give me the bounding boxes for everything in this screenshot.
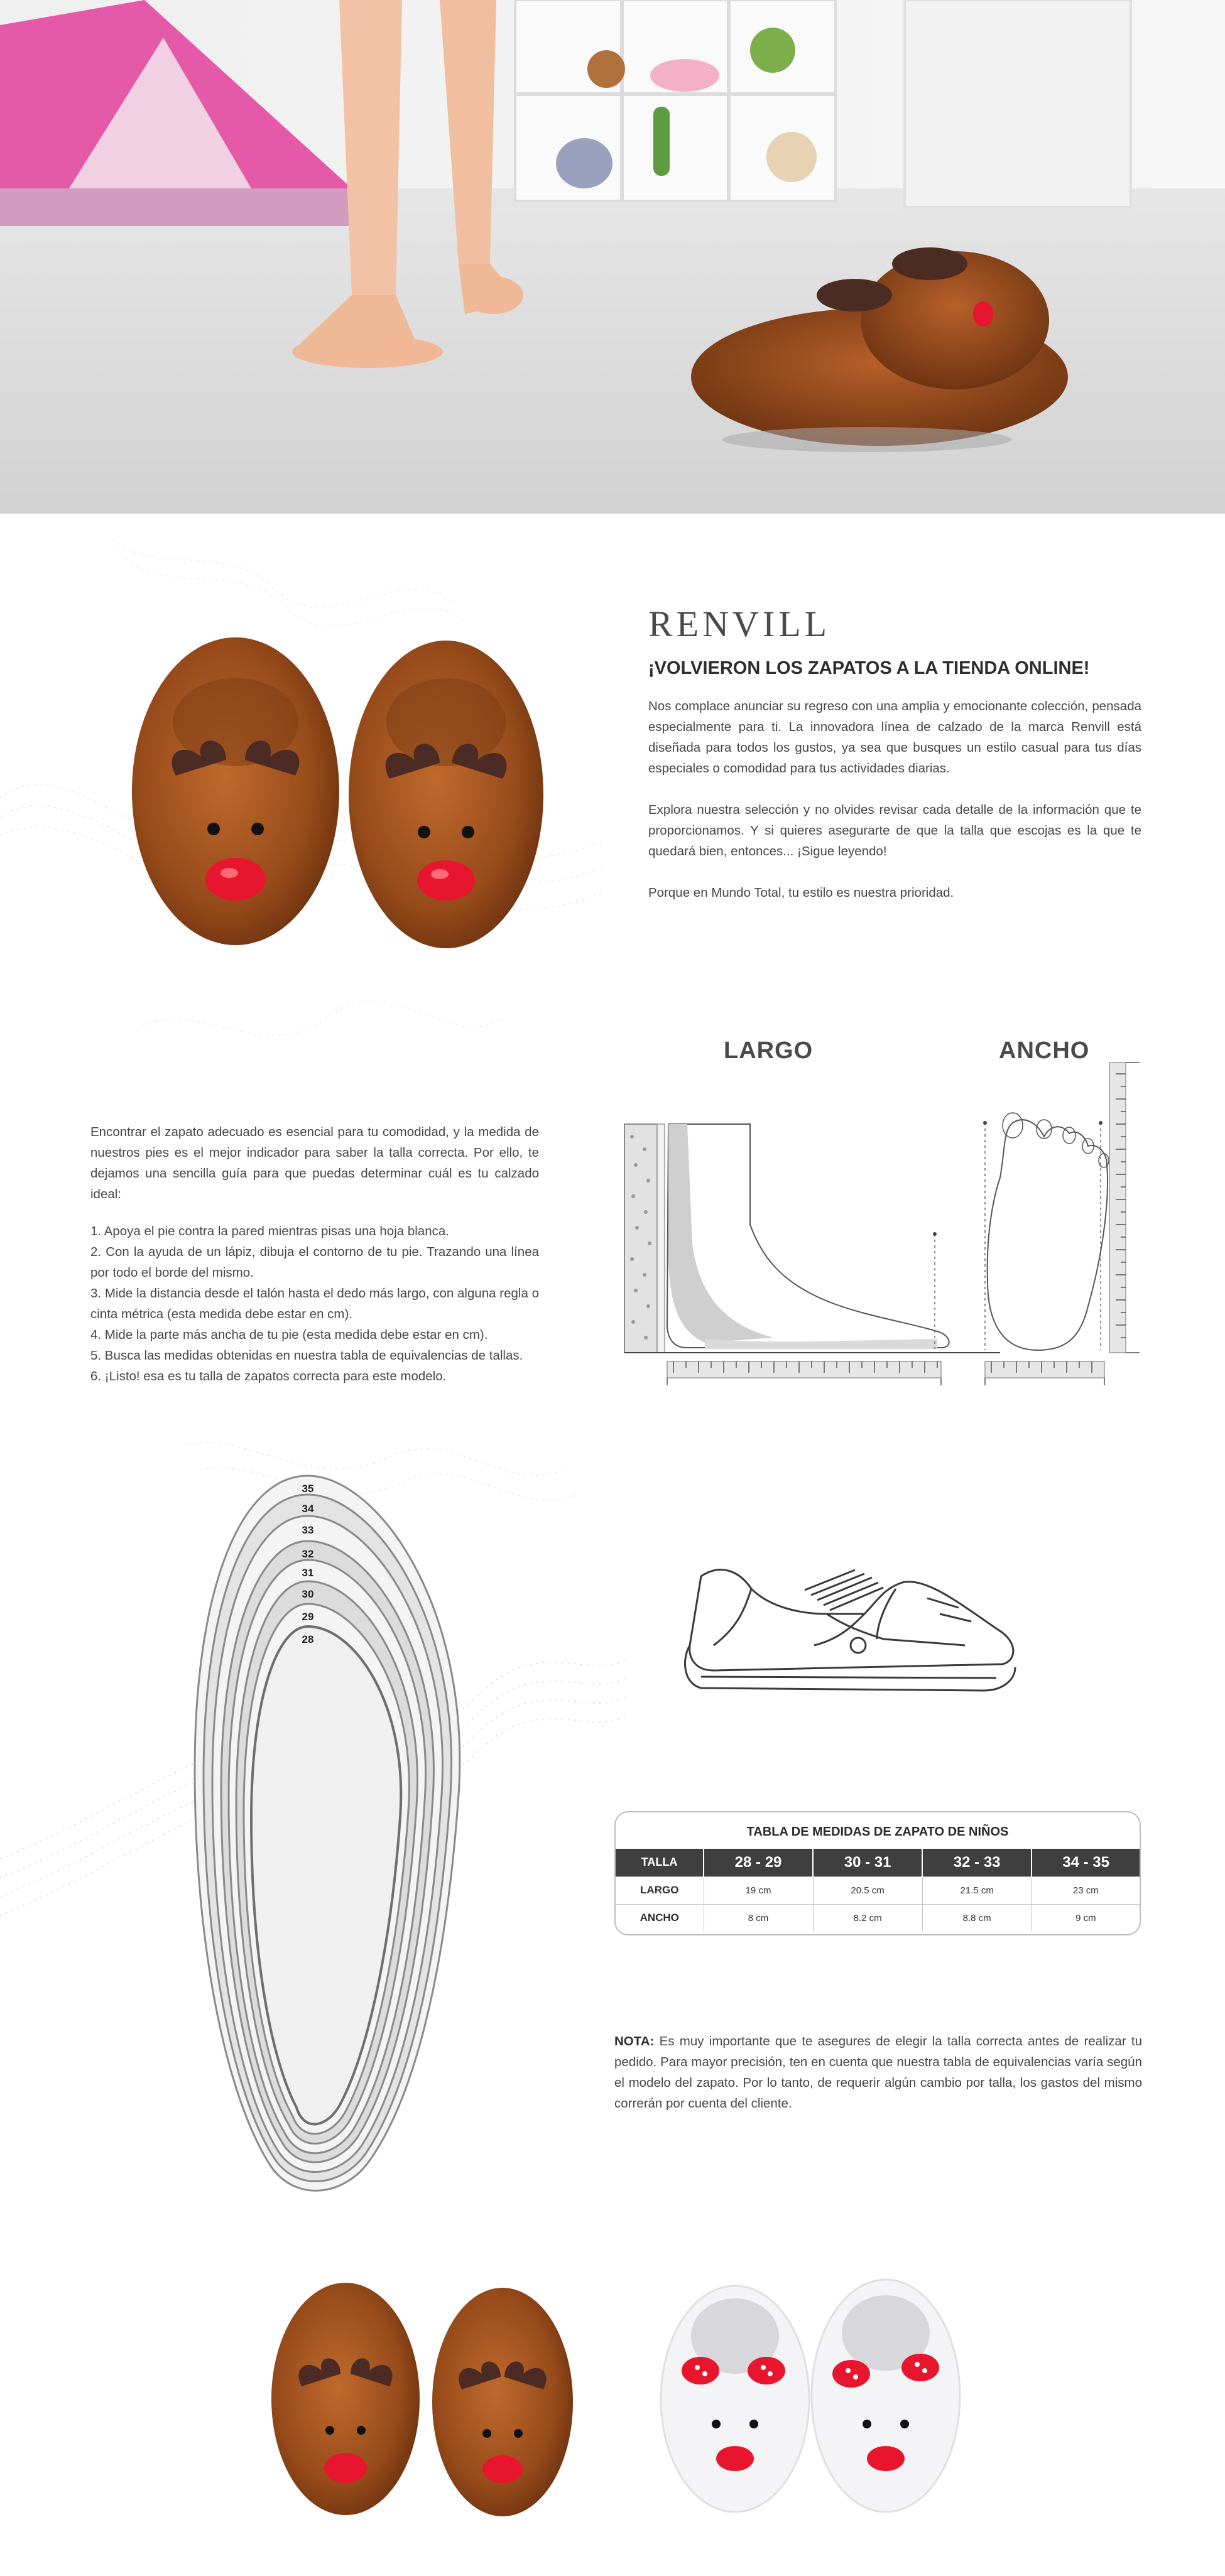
shelf-illustration (515, 0, 836, 201)
sole-size-label: 28 (302, 1633, 314, 1645)
top-foot-illustration (988, 1113, 1109, 1350)
slipper-right (349, 641, 543, 948)
reindeer-slippers-image (126, 628, 553, 955)
sole-size-label: 30 (302, 1588, 314, 1600)
unicorn-slippers-photo (647, 2267, 974, 2518)
guide-step: 2. Con la ayuda de un lápiz, dibuja el contorno de tu pie. Trazando una línea por todo el borde del mismo. (90, 1245, 539, 1280)
sole-size-label: 33 (302, 1524, 314, 1536)
length-marker-dot (933, 1232, 937, 1236)
wall-illustration (624, 1124, 665, 1353)
intro-paragraph: Porque en Mundo Total, tu estilo es nuestra prioridad. (648, 885, 954, 900)
size-table-header-label: TALLA (616, 1849, 704, 1876)
guide-step: 3. Mide la distancia desde el talón hasta el dedo más largo, con alguna regla o cinta métrica (esta medida debe estar en cm). (90, 1286, 539, 1321)
note-label: NOTA: (614, 2034, 655, 2048)
size-table-cell: 20.5 cm (813, 1876, 922, 1904)
size-table-title: TABLA DE MEDIDAS DE ZAPATO DE NIÑOS (746, 1825, 1009, 1839)
slipper-left (132, 637, 339, 945)
brand-name: RENVILL (648, 603, 831, 644)
intro-paragraph: Nos complace anunciar su regreso con una amplia y emocionante colección, pensada especialmente para ti. La innovadora línea de calzado de la marca Renvill está diseñada para todos los gustos, ya sea que busques un estilo casual para tus días especiales o comodidad para tus actividades diarias. (648, 699, 1141, 776)
size-table-header-row (616, 1849, 1140, 1876)
sole-size-label: 29 (302, 1611, 314, 1623)
table-row (616, 1904, 1140, 1932)
sole-size-label: 34 (302, 1503, 314, 1515)
sole-size-label: 32 (302, 1548, 314, 1560)
size-table-row-label: LARGO (616, 1876, 704, 1904)
size-table-card (614, 1811, 1141, 1935)
width-marker-dot (1099, 1121, 1102, 1125)
door-illustration (905, 0, 1131, 207)
guide-step: 1. Apoya el pie contra la pared mientras pisas una hoja blanca. (90, 1224, 449, 1238)
side-foot-illustration (667, 1124, 949, 1349)
table-row (616, 1876, 1140, 1904)
vertical-ruler (1109, 1063, 1140, 1353)
guide-step: 4. Mide la parte más ancha de tu pie (esta medida debe estar en cm). (90, 1328, 488, 1342)
intro-text (648, 696, 1141, 924)
size-table-cell: 23 cm (1032, 1876, 1140, 1904)
reindeer-slippers-photo (264, 2273, 591, 2518)
size-table-cell: 8.8 cm (922, 1904, 1032, 1932)
size-table-header-cell: 32 - 33 (922, 1849, 1032, 1876)
size-table-header-cell: 30 - 31 (813, 1849, 922, 1876)
length-ruler (667, 1361, 941, 1385)
size-note (614, 2031, 1142, 2114)
hero-scene (0, 0, 1225, 514)
sole-size-graphic (188, 1468, 471, 2222)
width-marker-dot (983, 1121, 987, 1125)
guide-intro: Encontrar el zapato adecuado es esencial para tu comodidad, y la medida de nuestros pies es el mejor indicador para saber la talla correcta. Por ello, te dejamos una sencilla guía para que puedas determinar cuál es tu calzado ideal: (90, 1125, 539, 1201)
width-ruler (985, 1361, 1104, 1385)
hero-photo (0, 0, 1225, 514)
intro-paragraph: Explora nuestra selección y no olvides revisar cada detalle de la información que te proporcionamos. Y si quieres asegurarte de que la talla que escojas es la que te quedará bien, entonces... ¡Sigue leyendo! (648, 803, 1141, 858)
size-table (616, 1849, 1140, 1932)
ancho-title: ANCHO (999, 1037, 1090, 1064)
sneaker-illustration (676, 1551, 1021, 1708)
note-text: Es muy importante que te asegures de elegir la talla correcta antes de realizar tu pedido. Para mayor precisión, ten en cuenta que nuestra tabla de equivalencias varía según el modelo del zapato. Por lo tanto, de requerir algún cambio por talla, los gastos del mismo correrán por cuenta del cliente. (614, 2034, 1142, 2111)
guide-step: 6. ¡Listo! esa es tu talla de zapatos correcta para este modelo. (90, 1369, 447, 1383)
sole-size-label: 31 (302, 1567, 314, 1579)
size-table-row-label: ANCHO (616, 1904, 704, 1932)
guide-step: 5. Busca las medidas obtenidas en nuestra tabla de equivalencias de tallas. (90, 1348, 523, 1363)
intro-headline: ¡VOLVIERON LOS ZAPATOS A LA TIENDA ONLINE! (648, 658, 1090, 678)
foot-measure-diagram (611, 1055, 1151, 1407)
size-table-cell: 21.5 cm (922, 1876, 1032, 1904)
size-table-cell: 19 cm (704, 1876, 813, 1904)
sole-outlines (195, 1476, 460, 2190)
size-table-cell: 8 cm (704, 1904, 813, 1932)
size-table-header-cell: 28 - 29 (704, 1849, 813, 1876)
sole-size-label: 35 (302, 1483, 314, 1495)
largo-title: LARGO (724, 1037, 814, 1064)
size-table-header-cell: 34 - 35 (1032, 1849, 1140, 1876)
size-table-cell: 9 cm (1032, 1904, 1140, 1932)
size-table-cell: 8.2 cm (813, 1904, 922, 1932)
guide-steps-list (90, 1221, 539, 1387)
